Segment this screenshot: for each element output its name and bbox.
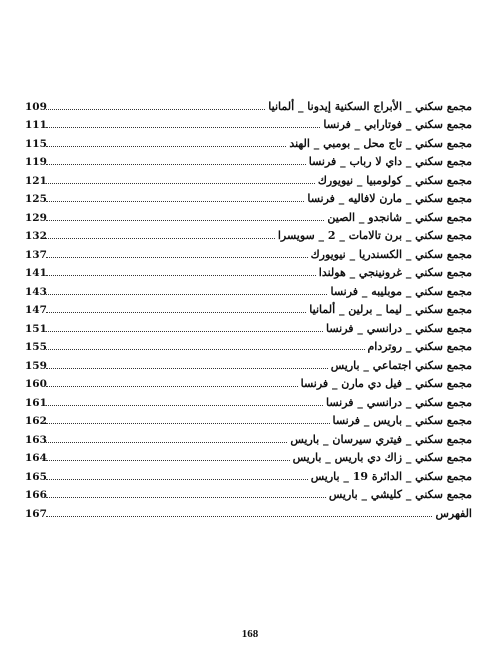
toc-entry	[25, 336, 472, 355]
toc-entry-page: 109	[25, 100, 47, 113]
toc-entry-title: مجمع سكني _ الدائرة 19 _ باريس	[310, 469, 472, 483]
toc-dot-leader	[46, 478, 308, 480]
toc-dot-leader	[46, 385, 298, 387]
toc-entry-page: 115	[25, 137, 47, 150]
toc-dot-leader	[46, 496, 326, 498]
toc-entry-page: 161	[25, 396, 47, 409]
toc-entry-page: 166	[25, 489, 47, 501]
toc-entry-page: 119	[25, 156, 47, 168]
toc-entry-title: مجمع سكني _ الأبراج السكنية إيدونا _ ألمانيا	[268, 99, 472, 113]
toc-entry-page: 132	[25, 230, 47, 242]
toc-entry-page: 129	[25, 211, 47, 224]
toc-entry	[25, 373, 472, 392]
toc-entry-title: مجمع سكني _ كولومبيا _ نيويورك	[317, 173, 472, 187]
toc-entry-page: 125	[25, 193, 47, 205]
toc-entry-page: 111	[25, 119, 47, 131]
toc-entry-title: مجمع سكني _ غرونينجي _ هولندا	[318, 266, 472, 279]
toc-entry-page: 141	[25, 267, 47, 279]
toc-entry	[25, 502, 472, 521]
toc-entry-title: مجمع سكني اجتماعي _ باريس	[330, 358, 472, 372]
toc-entry	[25, 410, 472, 429]
toc-dot-leader	[46, 422, 330, 424]
toc-entry-title: مجمع سكني _ داي لا رباب _ فرنسا	[308, 155, 472, 168]
toc-entry-title: مجمع سكني _ برن تالامات _ 2 _ سويسرا	[277, 229, 472, 242]
toc-entry-page: 147	[25, 304, 47, 316]
toc-entry-page: 137	[25, 248, 47, 261]
toc-dot-leader	[46, 126, 320, 128]
toc-entry	[25, 317, 472, 336]
toc-entry-title: مجمع سكني _ روتردام	[367, 340, 472, 353]
toc-entry-page: 159	[25, 359, 47, 372]
toc-entry	[25, 262, 472, 281]
toc-entry	[25, 354, 472, 373]
toc-entry-page: 163	[25, 433, 47, 446]
toc-entry-title: مجمع سكني _ درانسي _ فرنسا	[326, 395, 472, 409]
toc-entry	[25, 484, 472, 503]
toc-entry	[25, 151, 472, 170]
toc-dot-leader	[46, 330, 323, 332]
toc-dot-leader	[46, 108, 265, 110]
toc-dot-leader	[46, 237, 275, 239]
toc-entry-title: مجمع سكني _ تاج محل _ بومبي _ الهند	[289, 136, 472, 150]
toc-dot-leader	[46, 274, 316, 276]
toc-entry-title: مجمع سكني _ باريس _ فرنسا	[332, 414, 472, 427]
toc-entry	[25, 299, 472, 318]
toc-entry-page: 155	[25, 341, 47, 353]
toc-dot-leader	[46, 367, 328, 369]
toc-entry	[25, 132, 472, 151]
toc-entry-title: مجمع سكني _ ليما _ برلين _ ألمانيا	[309, 303, 472, 316]
toc-dot-leader	[46, 200, 304, 202]
toc-entry	[25, 465, 472, 484]
toc-dot-leader	[46, 348, 365, 350]
toc-entry	[25, 447, 472, 466]
toc-dot-leader	[46, 441, 287, 443]
toc-entry-page: 165	[25, 470, 47, 483]
toc-entry-page: 121	[25, 174, 47, 187]
toc-entry-page: 143	[25, 285, 47, 298]
toc-dot-leader	[46, 145, 286, 147]
toc-entry	[25, 391, 472, 410]
toc-entry	[25, 280, 472, 299]
toc-entry	[25, 169, 472, 188]
toc-dot-leader	[46, 256, 308, 258]
toc-entry-page: 160	[25, 378, 47, 390]
toc-dot-leader	[46, 459, 290, 461]
toc-entry-title: مجمع سكني _ موبليبه _ فرنسا	[330, 284, 472, 298]
toc-entry	[25, 206, 472, 225]
toc-entry	[25, 114, 472, 133]
toc-entry	[25, 188, 472, 207]
toc-entry-title: مجمع سكني _ فوتارابي _ فرنسا	[323, 118, 472, 131]
toc-dot-leader	[46, 182, 315, 184]
page-number: 168	[241, 628, 259, 640]
toc-entry-page: 162	[25, 415, 47, 427]
toc-entry	[25, 95, 472, 114]
toc-entry-page: 164	[25, 452, 47, 464]
toc-entry-title: مجمع سكني _ درانسي _ فرنسا	[326, 321, 472, 335]
toc-dot-leader	[46, 515, 432, 517]
toc-entry	[25, 243, 472, 262]
toc-entry-title: مجمع سكني _ فيتري سيرسان _ باريس	[290, 432, 472, 446]
toc-entry-title: مجمع سكني _ شانجدو _ الصين	[327, 210, 472, 224]
toc-entry-page: 151	[25, 322, 47, 335]
toc-dot-leader	[46, 219, 324, 221]
toc-dot-leader	[46, 293, 327, 295]
toc-dot-leader	[46, 404, 323, 406]
toc-entry	[25, 225, 472, 244]
toc-entry-page: 167	[25, 507, 47, 520]
toc-entry	[25, 428, 472, 447]
toc-entry-title: مجمع سكني _ فيل دي مارن _ فرنسا	[300, 377, 472, 390]
toc-entry-title: مجمع سكني _ زاك دي باريس _ باريس	[292, 451, 472, 464]
table-of-contents	[25, 95, 472, 521]
toc-entry-title: مجمع سكني _ كليشي _ باريس	[328, 488, 472, 501]
toc-entry-title: الفهرس	[435, 506, 472, 520]
toc-entry-title: مجمع سكني _ الكسندريا _ نيويورك	[310, 247, 472, 261]
toc-dot-leader	[46, 163, 306, 165]
toc-entry-title: مجمع سكني _ مارن لافاليه _ فرنسا	[307, 192, 472, 205]
toc-dot-leader	[46, 311, 306, 313]
